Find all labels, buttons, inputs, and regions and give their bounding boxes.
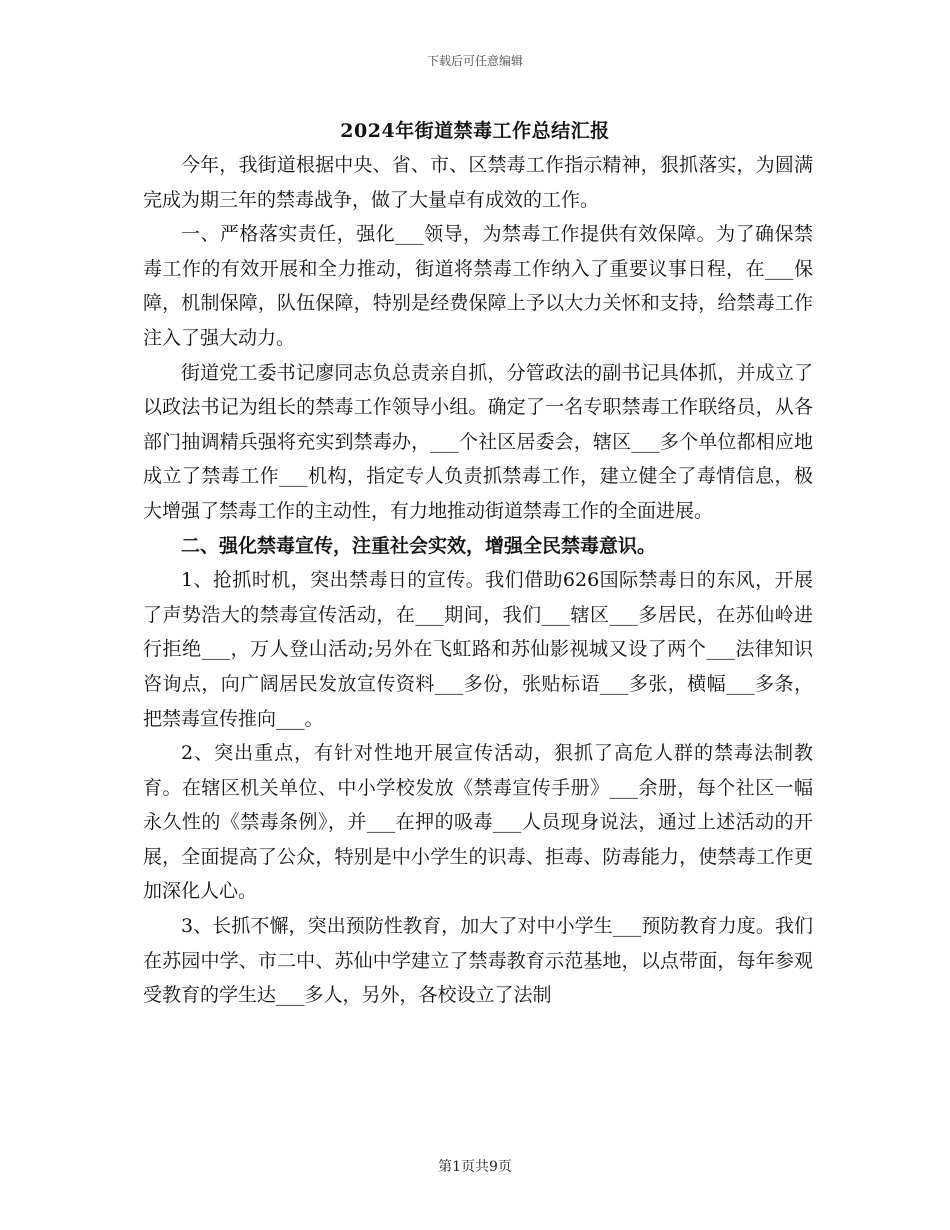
document-title: 2024年街道禁毒工作总结汇报 [340, 120, 610, 142]
page-footer: 第1页共9页 [438, 1159, 512, 1175]
paragraph-item-2: 2、突出重点，有针对性地开展宣传活动，狠抓了高危人群的禁毒法制教育。在辖区机关单位、中小学校发放《禁毒宣传手册》___余册，每个社区一幅永久性的《禁毒条例》，并___在押的吸毒___人员现身说法，通过上述活动的开展，全面提高了公众，特别是中小学生的识毒、拒毒、防毒能力，使禁毒工作更加深化人心。 [143, 742, 813, 903]
document-body [143, 148, 813, 1013]
paragraph-item-1: 1、抢抓时机，突出禁毒日的宣传。我们借助626国际禁毒日的东风，开展了声势浩大的禁毒宣传活动，在___期间，我们___辖区___多居民，在苏仙岭进行拒绝___，万人登山活动;另外在飞虹路和苏仙影视城又设了两个___法律知识咨询点，向广阔居民发放宣传资料___多份，张贴标语___多张，横幅___多条，把禁毒宣传推向___。 [143, 569, 813, 730]
paragraph-item-3: 3、长抓不懈，突出预防性教育，加大了对中小学生___预防教育力度。我们在苏园中学、市二中、苏仙中学建立了禁毒教育示范基地，以点带面，每年参观受教育的学生达___多人，另外，各校设立了法制 [143, 915, 813, 1007]
paragraph-section-one: 一、严格落实责任，强化___领导，为禁毒工作提供有效保障。为了确保禁毒工作的有效开展和全力推动，街道将禁毒工作纳入了重要议事日程，在___保障，机制保障，队伍保障，特别是经费保障上予以大力关怀和支持，给禁毒工作注入了强大动力。 [143, 223, 813, 349]
section-heading-two: 二、强化禁毒宣传，注重社会实效，增强全民禁毒意识。 [181, 534, 657, 557]
paragraph-leadership: 街道党工委书记廖同志负总责亲自抓，分管政法的副书记具体抓，并成立了以政法书记为组长的禁毒工作领导小组。确定了一名专职禁毒工作联络员，从各部门抽调精兵强将充实到禁毒办，___个社区居委会，辖区___多个单位都相应地成立了禁毒工作___机构，指定专人负责抓禁毒工作，建立健全了毒情信息，极大增强了禁毒工作的主动性，有力地推动街道禁毒工作的全面进展。 [143, 361, 813, 522]
paragraph-intro: 今年，我街道根据中央、省、市、区禁毒工作指示精神，狠抓落实，为圆满完成为期三年的禁毒战争，做了大量卓有成效的工作。 [143, 154, 813, 211]
page-header: 下载后可任意编辑 [426, 54, 523, 68]
